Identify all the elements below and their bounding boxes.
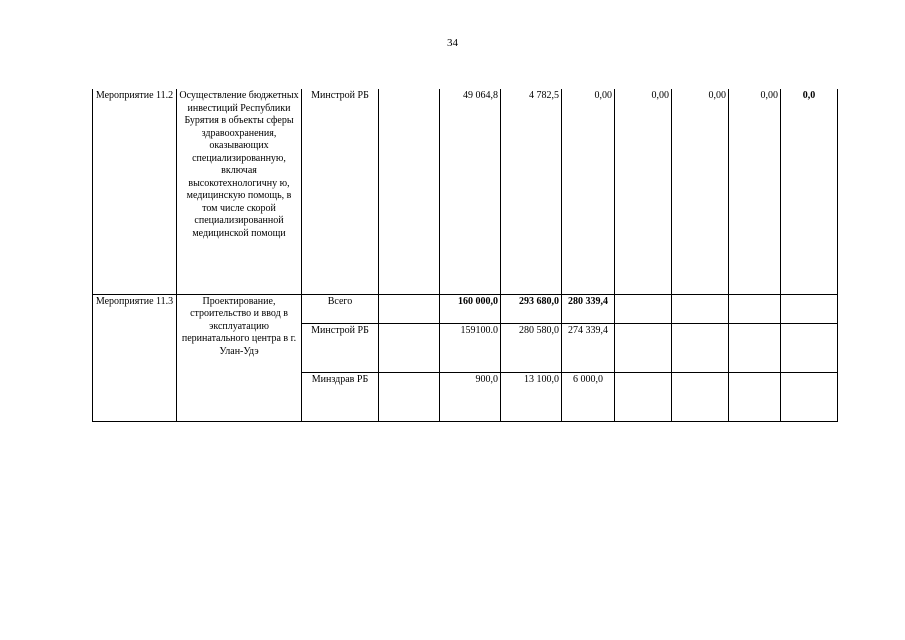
value-cell: 280 580,0 xyxy=(501,323,562,372)
empty-cell xyxy=(781,294,838,323)
page-number: 34 xyxy=(447,37,458,49)
table-row-11-3-total xyxy=(93,294,838,323)
source-cell: Всего xyxy=(302,294,379,323)
event-cell: Мероприятие 11.2 xyxy=(93,89,177,294)
source-cell: Минстрой РБ xyxy=(302,323,379,372)
value-cell: 0,00 xyxy=(672,89,729,294)
empty-cell xyxy=(379,323,440,372)
empty-cell xyxy=(379,294,440,323)
empty-cell xyxy=(729,323,781,372)
source-cell: Минздрав РБ xyxy=(302,372,379,421)
value-cell: 0,0 xyxy=(781,89,838,294)
value-cell: 280 339,4 xyxy=(562,294,615,323)
table-row-11-2 xyxy=(93,89,838,294)
empty-cell xyxy=(781,323,838,372)
value-cell: 160 000,0 xyxy=(440,294,501,323)
empty-cell xyxy=(379,372,440,421)
value-cell: 6 000,0 xyxy=(562,372,615,421)
value-cell: 13 100,0 xyxy=(501,372,562,421)
empty-cell xyxy=(729,294,781,323)
value-cell: 0,00 xyxy=(562,89,615,294)
value-cell: 293 680,0 xyxy=(501,294,562,323)
empty-cell xyxy=(615,372,672,421)
description-cell: Проектирование, строительство и ввод в эксплуатацию перинатального центра в г. Улан-Удэ xyxy=(177,294,302,421)
value-cell: 900,0 xyxy=(440,372,501,421)
empty-cell xyxy=(615,323,672,372)
empty-cell xyxy=(672,323,729,372)
value-cell: 159100.0 xyxy=(440,323,501,372)
budget-table xyxy=(92,89,838,422)
empty-cell xyxy=(781,372,838,421)
description-cell: Осуществление бюджетных инвестиций Республики Бурятия в объекты сферы здравоохранения, оказывающих специализированную, включая высокотехнологичну ю, медицинскую помощь, в том числе скорой специализированной медицинской помощи xyxy=(177,89,302,294)
value-cell: 4 782,5 xyxy=(501,89,562,294)
value-cell: 274 339,4 xyxy=(562,323,615,372)
empty-cell xyxy=(729,372,781,421)
empty-cell xyxy=(379,89,440,294)
empty-cell xyxy=(672,372,729,421)
empty-cell xyxy=(615,294,672,323)
empty-cell xyxy=(672,294,729,323)
value-cell: 0,00 xyxy=(615,89,672,294)
event-cell: Мероприятие 11.3 xyxy=(93,294,177,421)
source-cell: Минстрой РБ xyxy=(302,89,379,294)
value-cell: 0,00 xyxy=(729,89,781,294)
value-cell: 49 064,8 xyxy=(440,89,501,294)
